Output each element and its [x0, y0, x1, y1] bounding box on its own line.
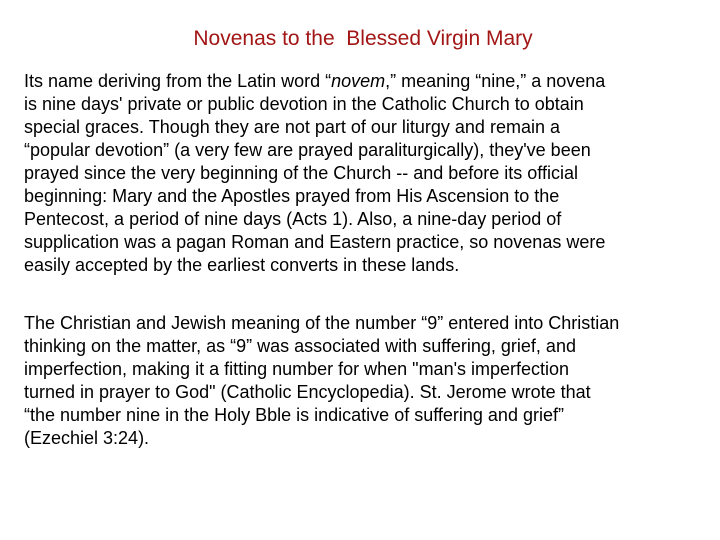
- text-line: [24, 70, 694, 93]
- text-line: Pentecost, a period of nine days (Acts 1). Also, a nine-day period of: [24, 209, 562, 229]
- text-line: “popular devotion” (a very few are prayed paraliturgically), they've been: [24, 140, 591, 160]
- text-line: thinking on the matter, as “9” was associated with suffering, grief, and: [24, 336, 576, 356]
- paragraph-number-nine-meaning: [24, 312, 694, 450]
- text-segment: Its name deriving from the Latin word “: [24, 71, 332, 91]
- text-line: easily accepted by the earliest converts in these lands.: [24, 255, 460, 275]
- italic-latin-word: novem: [331, 71, 386, 91]
- text-line: turned in prayer to God" (Catholic Encyclopedia). St. Jerome wrote that: [24, 382, 591, 402]
- text-line: special graces. Though they are not part of our liturgy and remain a: [24, 117, 560, 137]
- text-line: “the number nine in the Holy Bble is indicative of suffering and grief”: [24, 405, 564, 425]
- text-line: (Ezechiel 3:24).: [24, 428, 150, 448]
- text-line: prayed since the very beginning of the Church -- and before its official: [24, 163, 578, 183]
- paragraph-novena-definition: [24, 70, 694, 277]
- text-line: The Christian and Jewish meaning of the number “9” entered into Christian: [24, 313, 620, 333]
- slide-title: Novenas to the Blessed Virgin Mary: [193, 27, 533, 50]
- text-segment: ,” meaning “nine,” a novena: [385, 71, 606, 91]
- text-line: is nine days' private or public devotion in the Catholic Church to obtain: [24, 94, 584, 114]
- text-line: beginning: Mary and the Apostles prayed from His Ascension to the: [24, 186, 560, 206]
- text-line: imperfection, making it a fitting number for when "man's imperfection: [24, 359, 570, 379]
- text-line: supplication was a pagan Roman and Eastern practice, so novenas were: [24, 232, 606, 252]
